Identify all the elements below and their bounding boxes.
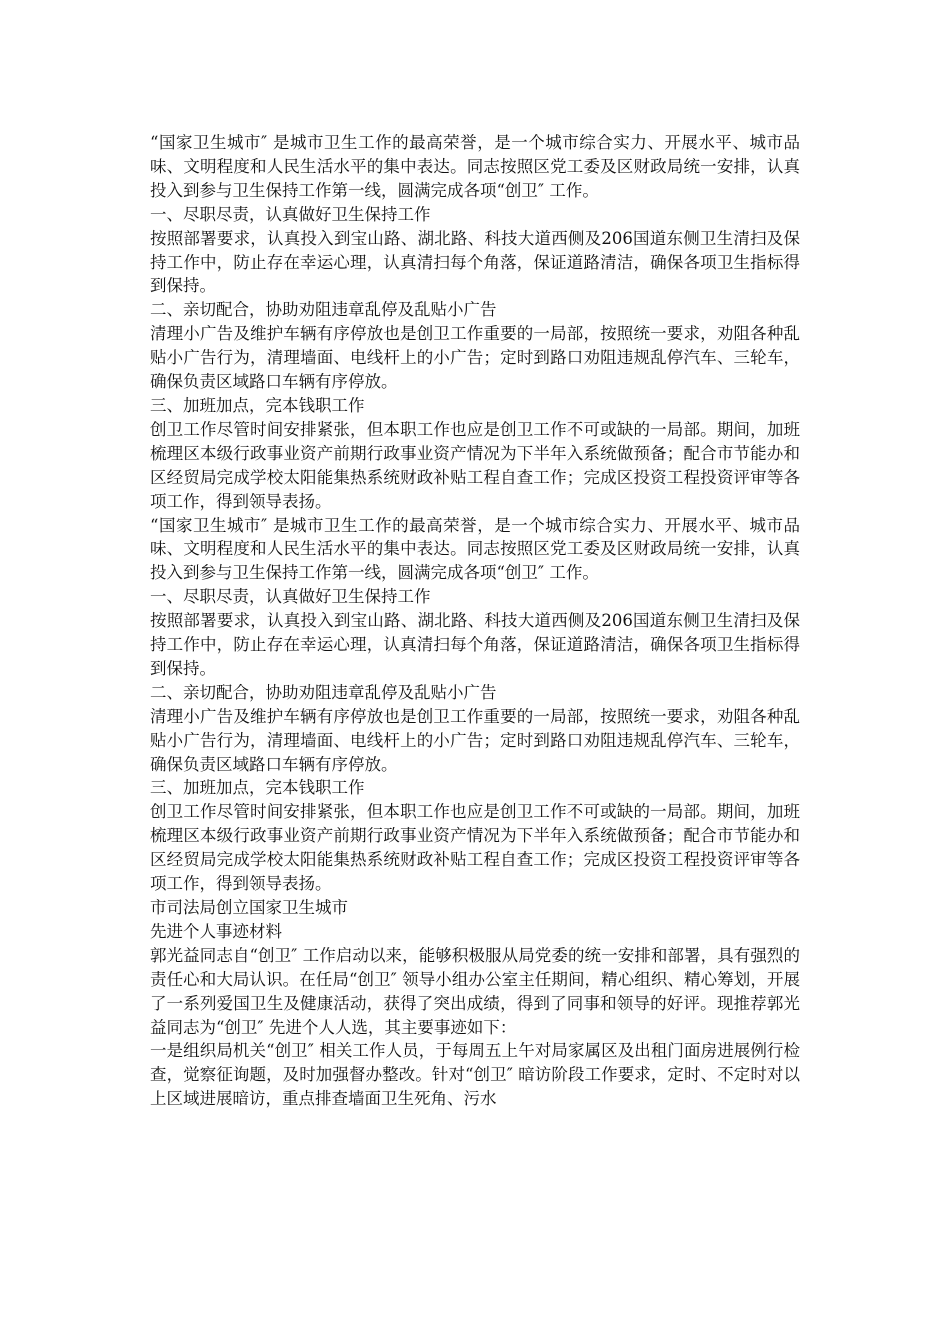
body-paragraph: 郭光益同志自“创卫″ 工作启动以来，能够积极服从局党委的统一安排和部署，具有强烈的责任心和大局认识。在任局“创卫″ 领导小组办公室主任期间，精心组织、精心筹划，开展了一系列爱国卫生及健康活动，获得了突出成绩，得到了同事和领导的好评。现推荐郭光益同志为“创卫″ 先进个人人选，其主要事迹如下： [150, 945, 800, 1037]
body-paragraph: 按照部署要求，认真投入到宝山路、湖北路、科技大道西侧及206国道东侧卫生清扫及保持工作中，防止存在幸运心理，认真清扫每个角落，保证道路清洁，确保各项卫生指标得到保持。 [150, 228, 800, 296]
section-heading-2-repeat: 二、亲切配合，协助劝阻违章乱停及乱贴小广告 [150, 682, 497, 702]
document-title: 市司法局创立国家卫生城市 [150, 898, 348, 917]
body-paragraph: 一是组织局机关“创卫″ 相关工作人员，于每周五上午对局家属区及出租门面房进展例行检查，觉察征询题，及时加强督办整改。针对“创卫″ 暗访阶段工作要求，定时、不定时对以上区域进展暗访，重点排查墙面卫生死角、污水 [150, 1041, 800, 1109]
body-paragraph: 清理小广告及维护车辆有序停放也是创卫工作重要的一局部，按照统一要求，劝阻各种乱贴小广告行为，清理墙面、电线杆上的小广告；定时到路口劝阻违规乱停汽车、三轮车，确保负责区域路口车辆有序停放。 [150, 324, 800, 392]
body-paragraph: 创卫工作尽管时间安排紧张，但本职工作也应是创卫工作不可或缺的一局部。期间，加班梳理区本级行政事业资产前期行政事业资产情况为下半年入系统做预备；配合市节能办和区经贸局完成学校太阳能集热系统财政补贴工程自查工作；完成区投资工程投资评审等各项工作，得到领导表扬。 [150, 419, 800, 511]
intro-paragraph-repeat: “国家卫生城市″ 是城市卫生工作的最高荣誉，是一个城市综合实力、开展水平、城市品味、文明程度和人民生活水平的集中表达。同志按照区党工委及区财政局统一安排，认真投入到参与卫生保持工作第一线，圆满完成各项“创卫″ 工作。 [150, 515, 800, 583]
section-heading-1-repeat: 一、尽职尽责，认真做好卫生保持工作 [150, 587, 431, 607]
section-heading-1: 一、尽职尽责，认真做好卫生保持工作 [150, 204, 431, 224]
body-paragraph: 按照部署要求，认真投入到宝山路、湖北路、科技大道西侧及206国道东侧卫生清扫及保持工作中，防止存在幸运心理，认真清扫每个角落，保证道路清洁，确保各项卫生指标得到保持。 [150, 611, 800, 678]
section-heading-3-repeat: 三、加班加点，完本钱职工作 [150, 778, 365, 798]
body-paragraph: 清理小广告及维护车辆有序停放也是创卫工作重要的一局部，按照统一要求，劝阻各种乱贴小广告行为，清理墙面、电线杆上的小广告；定时到路口劝阻违规乱停汽车、三轮车，确保负责区域路口车辆有序停放。 [150, 706, 800, 774]
document-subtitle: 先进个人事迹材料 [150, 921, 282, 941]
section-heading-2: 二、亲切配合，协助劝阻违章乱停及乱贴小广告 [150, 300, 497, 320]
intro-paragraph: “国家卫生城市″ 是城市卫生工作的最高荣誉，是一个城市综合实力、开展水平、城市品味、文明程度和人民生活水平的集中表达。同志按照区党工委及区财政局统一安排，认真投入到参与卫生保持工作第一线，圆满完成各项“创卫″ 工作。 [150, 133, 800, 200]
section-heading-3: 三、加班加点，完本钱职工作 [150, 395, 365, 415]
document-body [150, 131, 800, 1111]
body-paragraph: 创卫工作尽管时间安排紧张，但本职工作也应是创卫工作不可或缺的一局部。期间，加班梳理区本级行政事业资产前期行政事业资产情况为下半年入系统做预备；配合市节能办和区经贸局完成学校太阳能集热系统财政补贴工程自查工作；完成区投资工程投资评审等各项工作，得到领导表扬。 [150, 802, 800, 894]
